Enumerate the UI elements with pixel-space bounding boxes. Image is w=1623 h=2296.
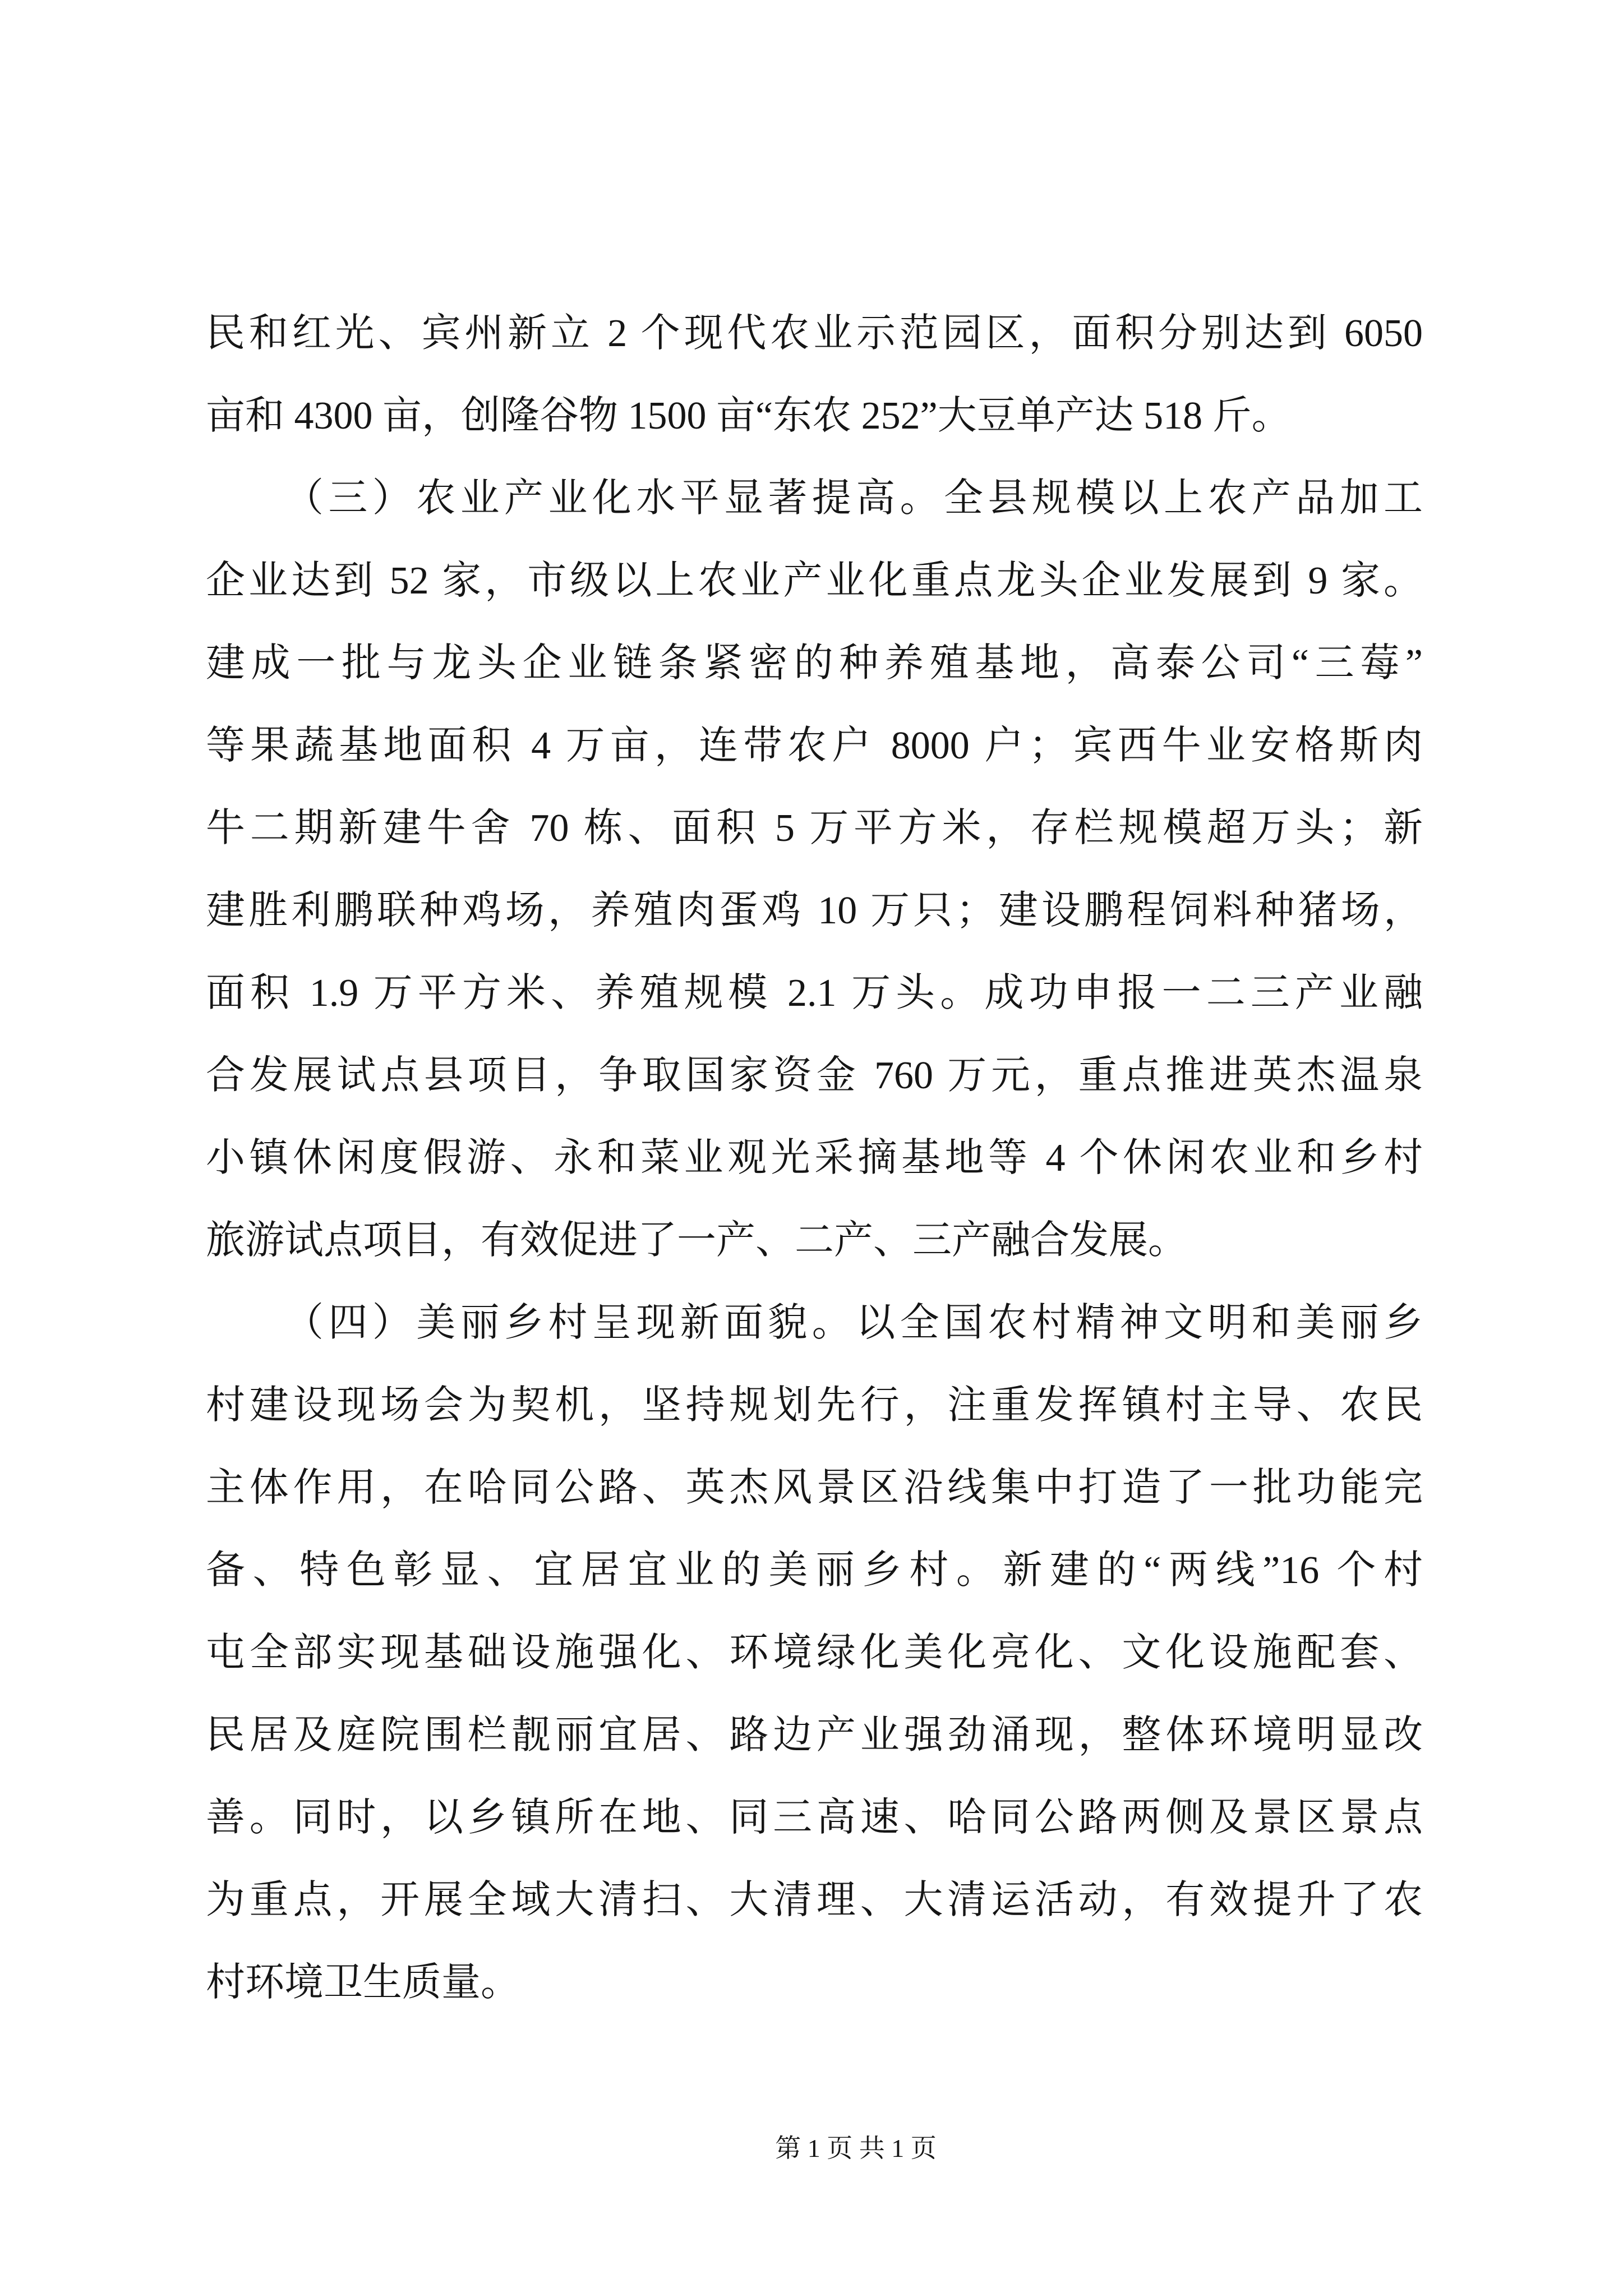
text-line: 面积 1.9 万平方米、养殖规模 2.1 万头。成功申报一二三产业融 [206,972,1423,1015]
text-line: 屯全部实现基础设施强化、环境绿化美化亮化、文化设施配套、 [206,1631,1423,1674]
text-line: 善。同时，以乡镇所在地、同三高速、哈同公路两侧及景区景点 [206,1796,1423,1839]
text-line: 主体作用，在哈同公路、英杰风景区沿线集中打造了一批功能完 [206,1466,1423,1510]
text-line: （四）美丽乡村呈现新面貌。以全国农村精神文明和美丽乡 [284,1301,1423,1345]
text-line: 亩和 4300 亩，创隆谷物 1500 亩“东农 252”大豆单产达 518 斤。 [206,394,1291,438]
text-line: 建成一批与龙头企业链条紧密的种养殖基地，高泰公司“三莓” [206,642,1423,685]
text-line: 小镇休闲度假游、永和菜业观光采摘基地等 4 个休闲农业和乡村 [206,1137,1423,1180]
text-line: 牛二期新建牛舍 70 栋、面积 5 万平方米，存栏规模超万头；新 [206,807,1423,850]
document-body [206,292,1423,2024]
text-line: 村建设现场会为契机，坚持规划先行，注重发挥镇村主导、农民 [206,1384,1423,1427]
text-line: 民居及庭院围栏靓丽宜居、路边产业强劲涌现，整体环境明显改 [206,1714,1423,1757]
text-line: 等果蔬基地面积 4 万亩，连带农户 8000 户；宾西牛业安格斯肉 [206,724,1423,767]
text-line: 建胜利鹏联种鸡场，养殖肉蛋鸡 10 万只；建设鹏程饲料种猪场， [206,889,1423,932]
text-line: （三）农业产业化水平显著提高。全县规模以上农产品加工 [284,477,1423,520]
text-line: 备、特色彰显、宜居宜业的美丽乡村。新建的“两线”16 个村 [206,1549,1423,1592]
paragraph-continued [206,292,1423,457]
paragraph-section-3 [206,457,1423,1282]
text-line: 村环境卫生质量。 [206,1961,520,2004]
paragraph-section-4 [206,1282,1423,2024]
text-line: 为重点，开展全域大清扫、大清理、大清运活动，有效提升了农 [206,1879,1423,1922]
text-line: 民和红光、宾州新立 2 个现代农业示范园区，面积分别达到 6050 [206,312,1423,355]
text-line: 合发展试点县项目，争取国家资金 760 万元，重点推进英杰温泉 [206,1054,1423,1097]
text-line: 企业达到 52 家，市级以上农业产业化重点龙头企业发展到 9 家。 [206,559,1423,602]
page-footer: 第 1 页 共 1 页 [775,2134,937,2162]
text-line: 旅游试点项目，有效促进了一产、二产、三产融合发展。 [206,1219,1187,1262]
